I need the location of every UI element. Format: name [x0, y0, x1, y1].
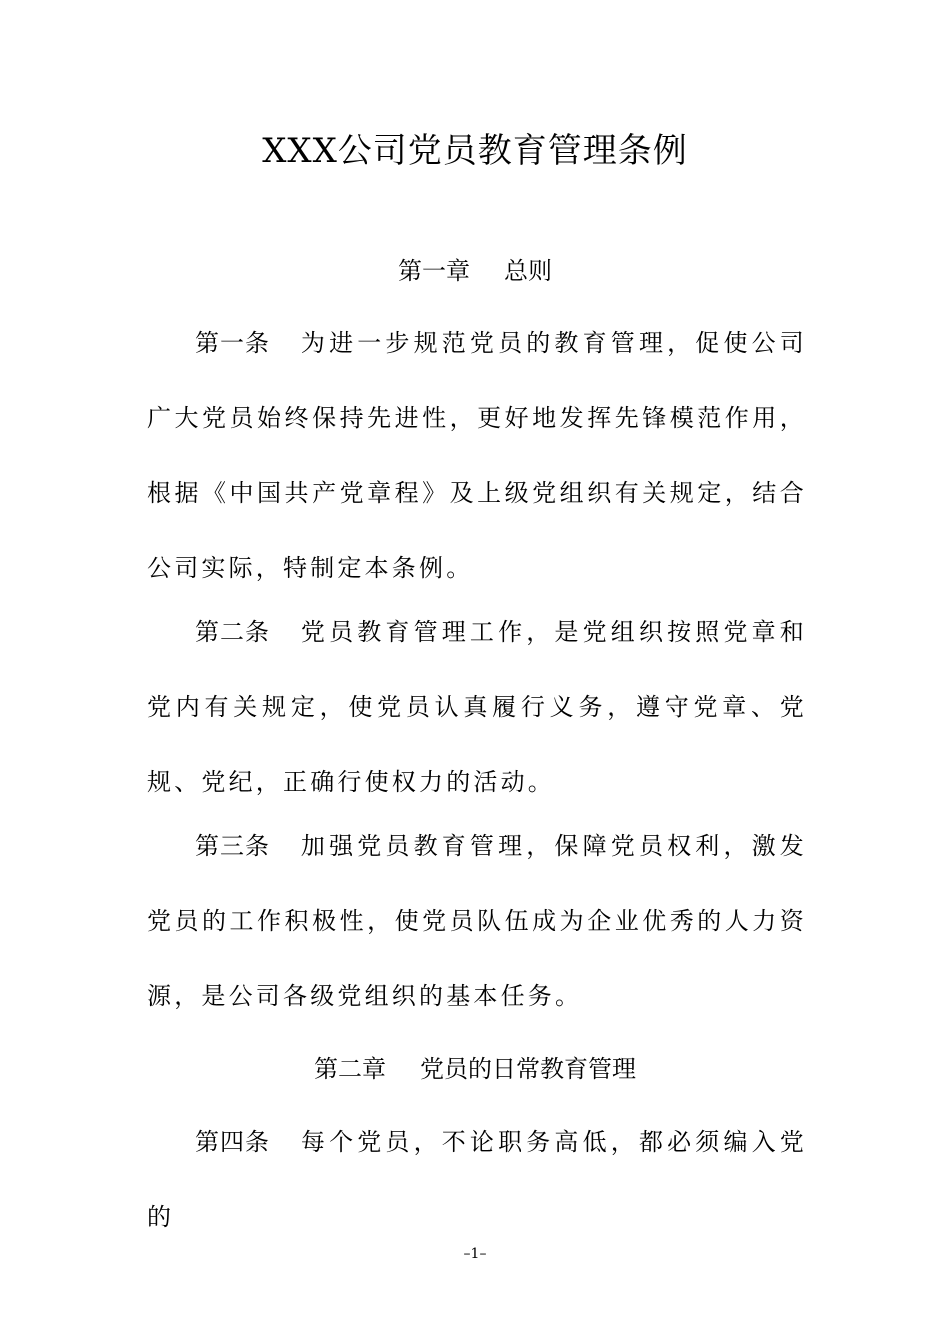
article-text: 每个党员，不论职务高低，都必须编入党的: [147, 1128, 807, 1231]
article-3: [147, 809, 807, 1034]
chapter-name: 总则: [504, 257, 552, 285]
article-4: [147, 1105, 807, 1255]
article-1: [147, 306, 807, 606]
page-number: –1–: [463, 1246, 487, 1262]
article-text: 为进一步规范党员的教育管理，促使公司广大党员始终保持先进性，更好地发挥先锋模范作用，根据《中国共产党章程》及上级党组织有关规定，结合公司实际，特制定本条例。: [147, 329, 807, 582]
chapter-number: 第一章: [398, 257, 470, 285]
chapter-heading-2: [0, 1051, 950, 1087]
article-label: 第一条: [195, 329, 270, 357]
article-text: 党员教育管理工作，是党组织按照党章和党内有关规定，使党员认真履行义务，遵守党章、党规、党纪，正确行使权力的活动。: [147, 618, 807, 796]
chapter-heading-1: [0, 253, 950, 289]
chapter-number: 第二章: [314, 1055, 386, 1083]
article-label: 第三条: [195, 832, 270, 860]
chapter-name: 党员的日常教育管理: [420, 1055, 636, 1083]
article-label: 第二条: [195, 618, 270, 646]
article-text: 加强党员教育管理，保障党员权利，激发党员的工作积极性，使党员队伍成为企业优秀的人力资源，是公司各级党组织的基本任务。: [147, 832, 807, 1010]
document-title: XXX公司党员教育管理条例: [262, 131, 688, 171]
article-label: 第四条: [195, 1128, 270, 1156]
article-2: [147, 595, 807, 820]
